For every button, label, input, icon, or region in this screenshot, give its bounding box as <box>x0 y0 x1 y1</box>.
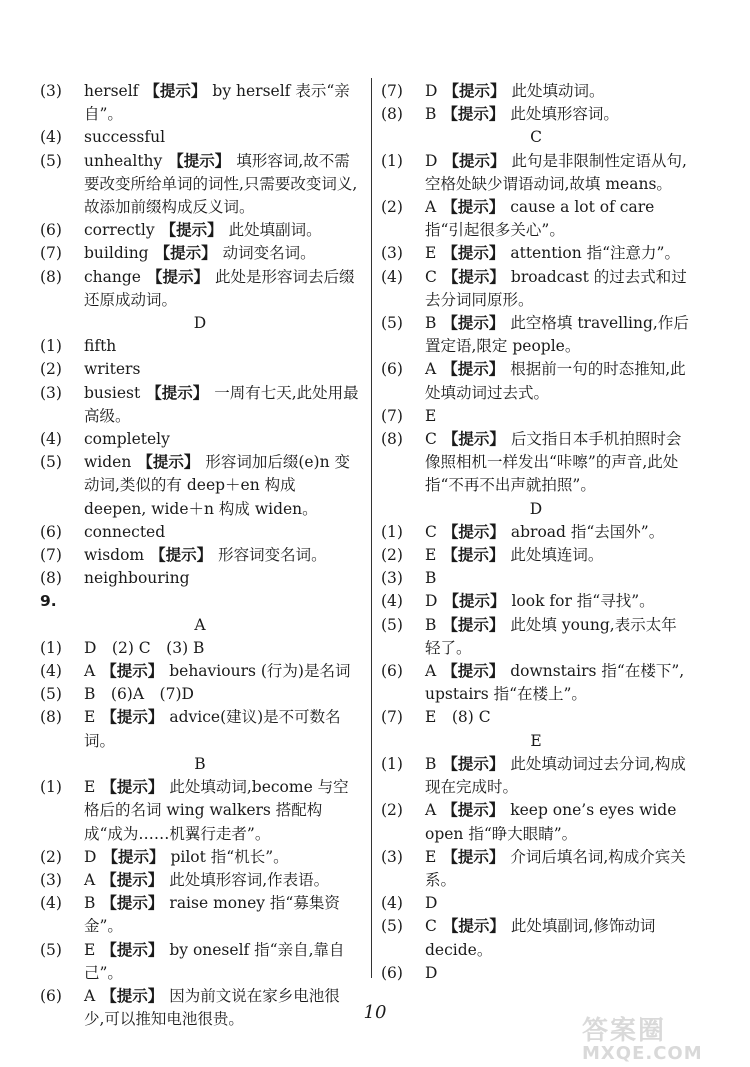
entry-content <box>425 266 691 312</box>
answer-entry <box>40 846 360 869</box>
entry-content <box>84 892 360 938</box>
answer-value: D <box>425 592 438 611</box>
answer-value: A <box>84 870 96 889</box>
tip-explanation: attention 指“注意力”。 <box>510 244 680 263</box>
item-number: (1) <box>40 778 62 797</box>
item-number: (4) <box>40 662 62 681</box>
answer-value: E <box>425 406 437 425</box>
answer-entry <box>40 335 360 358</box>
answer-entry <box>40 869 360 892</box>
tip-label: 【提示】 <box>442 754 505 773</box>
entry-content <box>425 428 691 498</box>
entry-content <box>425 660 691 706</box>
entry-content <box>84 451 360 521</box>
tip-label: 【提示】 <box>146 267 209 286</box>
answer-value: D <box>84 847 97 866</box>
answer-entry <box>381 915 691 961</box>
tip-label: 【提示】 <box>442 360 505 379</box>
tip-label: 【提示】 <box>101 986 164 1005</box>
item-number: (5) <box>381 314 403 333</box>
item-number: (5) <box>40 685 62 704</box>
tip-label: 【提示】 <box>150 546 213 565</box>
tip-label: 【提示】 <box>442 430 505 449</box>
tip-label: 【提示】 <box>443 592 506 611</box>
answer-entry <box>40 242 360 265</box>
answer-entry <box>381 614 691 660</box>
answer-entry <box>381 544 691 567</box>
answer-value: E <box>425 847 437 866</box>
answer-value: building <box>84 244 149 263</box>
entry-content <box>425 103 691 126</box>
answer-entry <box>40 150 360 220</box>
item-number: (1) <box>40 337 62 356</box>
answer-value: writers <box>84 360 141 379</box>
answer-entry <box>40 382 360 428</box>
item-number: (7) <box>381 82 403 100</box>
tip-explanation: raise money 指“募集资金”。 <box>84 894 340 936</box>
item-number: (4) <box>381 267 403 286</box>
entry-content <box>84 776 360 846</box>
item-number: (7) <box>40 244 62 263</box>
answer-entry <box>381 150 691 196</box>
tip-explanation: by oneself 指“亲自,靠自己”。 <box>84 940 345 982</box>
item-number: (3) <box>40 870 62 889</box>
answer-entry <box>40 939 360 985</box>
item-number: (2) <box>381 198 403 217</box>
entry-content <box>84 544 360 567</box>
entry-content <box>84 126 360 149</box>
tip-label: 【提示】 <box>442 546 505 565</box>
tip-explanation: advice(建议)是不可数名词。 <box>84 708 341 750</box>
entry-content <box>425 892 691 915</box>
answer-value: D (2) C (3) B <box>84 638 205 657</box>
answer-value: A <box>425 801 437 820</box>
entry-content <box>84 521 360 544</box>
tip-label: 【提示】 <box>442 662 505 681</box>
item-number: (1) <box>381 522 403 541</box>
item-number: (6) <box>40 522 62 541</box>
tip-label: 【提示】 <box>101 662 164 681</box>
tip-label: 【提示】 <box>442 314 505 333</box>
tip-explanation: by herself 表示“亲自”。 <box>84 82 350 124</box>
tip-explanation: 一周有七天,此处用最高级。 <box>84 383 359 425</box>
entry-content <box>84 358 360 381</box>
item-number: (7) <box>381 406 403 425</box>
tip-explanation: look for 指“寻找”。 <box>511 592 655 611</box>
answer-value: widen <box>84 453 132 472</box>
section-heading: E <box>530 731 542 750</box>
answer-value: fifth <box>84 337 117 356</box>
answer-entry <box>381 846 691 892</box>
answer-entry <box>40 358 360 381</box>
entry-content <box>425 567 691 590</box>
answer-value: E <box>84 940 96 959</box>
item-number: (4) <box>381 592 403 611</box>
tip-explanation: 后文指日本手机拍照时会像照相机一样发出“咔嚓”的声音,此处指“不再不出声就拍照”。 <box>425 430 682 495</box>
tip-label: 【提示】 <box>101 870 164 889</box>
answer-entry <box>381 753 691 799</box>
answer-entry <box>381 405 691 428</box>
tip-label: 【提示】 <box>442 522 505 541</box>
right-column <box>381 80 691 985</box>
question-number: 9. <box>40 592 57 611</box>
tip-label: 【提示】 <box>443 151 506 170</box>
answer-value: C <box>425 267 437 286</box>
tip-label: 【提示】 <box>442 847 505 866</box>
entry-content <box>425 242 691 265</box>
tip-explanation: 根据前一句的时态推知,此处填动词过去式。 <box>425 360 686 402</box>
answer-value: herself <box>84 82 139 100</box>
entry-content <box>425 846 691 892</box>
answer-entry <box>381 799 691 845</box>
item-number: (8) <box>381 430 403 449</box>
answer-entry <box>381 660 691 706</box>
tip-explanation: keep one’s eyes wide open 指“睁大眼睛”。 <box>425 801 677 843</box>
answer-entry <box>381 103 691 126</box>
tip-explanation: 此句是非限制性定语从句,空格处缺少谓语动词,故填 means。 <box>425 151 687 193</box>
tip-explanation: cause a lot of care 指“引起很多关心”。 <box>425 198 655 240</box>
answer-entry <box>381 521 691 544</box>
entry-content <box>425 753 691 799</box>
entry-content <box>84 683 360 706</box>
watermark-top-text: 答案圈 <box>582 1016 667 1046</box>
entry-content <box>84 660 360 683</box>
answer-entry <box>381 266 691 312</box>
answer-entry <box>40 683 360 706</box>
item-number: (7) <box>40 546 62 565</box>
entry-content <box>84 80 360 126</box>
tip-explanation: 此处填副词。 <box>228 221 322 240</box>
tip-explanation: 此处填动词过去分词,构成现在完成时。 <box>425 754 686 797</box>
item-number: (7) <box>381 708 403 727</box>
entry-content <box>84 567 360 590</box>
answer-value: A <box>425 662 437 681</box>
item-number: (2) <box>40 847 62 866</box>
item-number: (3) <box>40 82 62 100</box>
answer-value: A <box>84 662 96 681</box>
answer-value: C <box>425 430 437 449</box>
answer-entry <box>40 706 360 752</box>
answer-value: E <box>84 708 96 727</box>
entry-content <box>425 544 691 567</box>
answer-value: change <box>84 267 141 286</box>
item-number: (6) <box>381 963 403 982</box>
tip-explanation: 此处填副词,修饰动词 decide。 <box>425 917 656 959</box>
tip-label: 【提示】 <box>101 708 164 727</box>
answer-value: D <box>425 894 438 913</box>
tip-label: 【提示】 <box>101 894 164 913</box>
tip-explanation: 动词变名词。 <box>222 244 316 263</box>
tip-explanation: 此处填动词,become 与空格后的名词 wing walkers 搭配构成“成为……机翼行走者”。 <box>84 778 349 843</box>
tip-label: 【提示】 <box>160 221 223 240</box>
item-number: (1) <box>381 754 403 773</box>
tip-label: 【提示】 <box>442 917 505 936</box>
item-number: (3) <box>381 244 403 263</box>
entry-content <box>425 962 691 985</box>
answer-entry <box>40 892 360 938</box>
tip-explanation: downstairs 指“在楼下”, upstairs 指“在楼上”。 <box>425 662 685 704</box>
answer-value: B <box>425 105 437 124</box>
section-heading: C <box>530 128 542 147</box>
section-heading: A <box>194 615 206 634</box>
tip-label: 【提示】 <box>442 801 505 820</box>
item-number: (1) <box>40 638 62 657</box>
entry-content <box>425 80 691 103</box>
answer-value: B (6)A (7)D <box>84 685 194 704</box>
tip-explanation: 此处填形容词。 <box>510 105 619 124</box>
answer-value: unhealthy <box>84 151 163 170</box>
tip-label: 【提示】 <box>442 198 505 217</box>
column-divider <box>371 78 372 978</box>
tip-explanation: abroad 指“去国外”。 <box>510 522 665 541</box>
tip-label: 【提示】 <box>137 453 200 472</box>
entry-content <box>84 219 360 242</box>
tip-explanation: broadcast 的过去式和过去分词同原形。 <box>425 267 687 309</box>
answer-value: E <box>425 244 437 263</box>
tip-label: 【提示】 <box>443 82 506 100</box>
item-number: (3) <box>40 383 62 402</box>
entry-content <box>84 637 360 660</box>
tip-label: 【提示】 <box>146 383 209 402</box>
tip-label: 【提示】 <box>442 267 505 286</box>
tip-explanation: pilot 指“机长”。 <box>170 847 289 866</box>
answer-entry <box>40 637 360 660</box>
item-number: (4) <box>40 430 62 449</box>
item-number: (4) <box>40 128 62 147</box>
entry-content <box>425 706 691 729</box>
answer-value: A <box>425 360 437 379</box>
item-number: (2) <box>381 546 403 565</box>
entry-content <box>425 521 691 544</box>
answer-value: wisdom <box>84 546 145 565</box>
item-number: (6) <box>381 662 403 681</box>
answer-entry <box>381 567 691 590</box>
item-number: (1) <box>381 151 403 170</box>
answer-value: D <box>425 151 438 170</box>
tip-explanation: 此处填 young,表示太年轻了。 <box>425 615 677 657</box>
answer-value: A <box>84 986 96 1005</box>
answer-value: E (8) C <box>425 708 491 727</box>
entry-content <box>84 939 360 985</box>
tip-label: 【提示】 <box>442 615 505 634</box>
entry-content <box>84 150 360 220</box>
answer-entry <box>40 776 360 846</box>
answer-value: busiest <box>84 383 141 402</box>
answer-entry <box>40 80 360 126</box>
answer-value: C <box>425 917 437 936</box>
answer-value: B <box>84 894 96 913</box>
item-number: (5) <box>40 151 62 170</box>
item-number: (3) <box>381 847 403 866</box>
entry-content <box>425 915 691 961</box>
tip-explanation: 此处是形容词去后缀还原成动词。 <box>84 267 355 309</box>
item-number: (5) <box>40 940 62 959</box>
answer-value: E <box>84 778 96 797</box>
item-number: (5) <box>381 917 403 936</box>
answer-entry <box>40 219 360 242</box>
tip-explanation: 填形容词,故不需要改变所给单词的词性,只需要改变词义,故添加前缀构成反义词。 <box>84 151 358 217</box>
answer-entry <box>40 428 360 451</box>
tip-explanation: 形容词加后缀(e)n 变动词,类似的有 deep＋en 构成 deepen, wide＋n 构成 widen。 <box>84 453 351 518</box>
answer-value: B <box>425 754 437 773</box>
entry-content <box>425 312 691 358</box>
answer-entry <box>40 660 360 683</box>
tip-label: 【提示】 <box>154 244 217 263</box>
tip-explanation: 介词后填名词,构成介宾关系。 <box>425 847 686 889</box>
item-number: (6) <box>381 360 403 379</box>
left-column <box>40 80 360 1031</box>
item-number: (8) <box>40 569 62 588</box>
answer-value: A <box>425 198 437 217</box>
tip-explanation: 因为前文说在家乡电池很少,可以推知电池很贵。 <box>84 986 340 1029</box>
answer-entry <box>40 544 360 567</box>
section-heading: B <box>194 754 206 773</box>
entry-content <box>425 358 691 404</box>
answer-value: B <box>425 569 437 588</box>
tip-explanation: 此空格填 travelling,作后置定语,限定 people。 <box>425 314 689 356</box>
entry-content <box>84 382 360 428</box>
answer-entry <box>381 196 691 242</box>
tip-label: 【提示】 <box>144 82 207 100</box>
entry-content <box>84 706 360 752</box>
answer-entry <box>40 266 360 312</box>
answer-entry <box>381 312 691 358</box>
entry-content <box>425 150 691 196</box>
item-number: (4) <box>40 894 62 913</box>
entry-content <box>84 869 360 892</box>
answer-entry <box>40 126 360 149</box>
tip-label: 【提示】 <box>442 105 505 124</box>
entry-content <box>84 266 360 312</box>
item-number: (5) <box>40 453 62 472</box>
answer-entry <box>40 521 360 544</box>
tip-explanation: 此处填形容词,作表语。 <box>169 870 330 889</box>
watermark-logo <box>582 1010 732 1064</box>
item-number: (2) <box>381 801 403 820</box>
item-number: (3) <box>381 569 403 588</box>
entry-content <box>84 242 360 265</box>
answer-value: neighbouring <box>84 569 190 588</box>
answer-entry <box>381 892 691 915</box>
answer-value: connected <box>84 522 166 541</box>
entry-content <box>425 405 691 428</box>
item-number: (2) <box>40 360 62 379</box>
answer-entry <box>381 590 691 613</box>
answer-value: completely <box>84 430 170 449</box>
answer-value: E <box>425 546 437 565</box>
tip-label: 【提示】 <box>168 151 231 170</box>
answer-entry <box>40 451 360 521</box>
answer-value: successful <box>84 128 166 147</box>
entry-content <box>425 799 691 845</box>
entry-content <box>84 846 360 869</box>
answer-entry <box>381 358 691 404</box>
item-number: (6) <box>40 221 62 240</box>
entry-content <box>84 335 360 358</box>
tip-label: 【提示】 <box>102 847 165 866</box>
answer-entry <box>381 80 691 103</box>
page-number: 10 <box>363 1002 387 1023</box>
answer-value: B <box>425 615 437 634</box>
entry-content <box>425 614 691 660</box>
answer-value: D <box>425 82 438 100</box>
item-number: (6) <box>40 986 62 1005</box>
item-number: (8) <box>381 105 403 124</box>
answer-entry <box>381 242 691 265</box>
section-heading: D <box>529 499 543 518</box>
item-number: (4) <box>381 894 403 913</box>
tip-explanation: 此处填动词。 <box>511 82 605 100</box>
answer-entry <box>381 962 691 985</box>
answer-value: B <box>425 314 437 333</box>
answer-value: correctly <box>84 221 155 240</box>
tip-explanation: 此处填连词。 <box>510 546 604 565</box>
answer-value: D <box>425 963 438 982</box>
tip-explanation: behaviours (行为)是名词 <box>169 662 351 681</box>
answer-value: C <box>425 522 437 541</box>
item-number: (8) <box>40 708 62 727</box>
tip-label: 【提示】 <box>101 778 164 797</box>
section-heading: D <box>193 314 207 333</box>
answer-entry <box>381 706 691 729</box>
entry-content <box>425 196 691 242</box>
item-number: (8) <box>40 267 62 286</box>
tip-explanation: 形容词变名词。 <box>218 546 327 565</box>
answer-entry <box>40 567 360 590</box>
entry-content <box>425 590 691 613</box>
answer-entry <box>381 428 691 498</box>
item-number: (5) <box>381 615 403 634</box>
tip-label: 【提示】 <box>101 940 164 959</box>
watermark-bottom-text: MXQE.COM <box>582 1043 703 1064</box>
tip-label: 【提示】 <box>442 244 505 263</box>
entry-content <box>84 428 360 451</box>
